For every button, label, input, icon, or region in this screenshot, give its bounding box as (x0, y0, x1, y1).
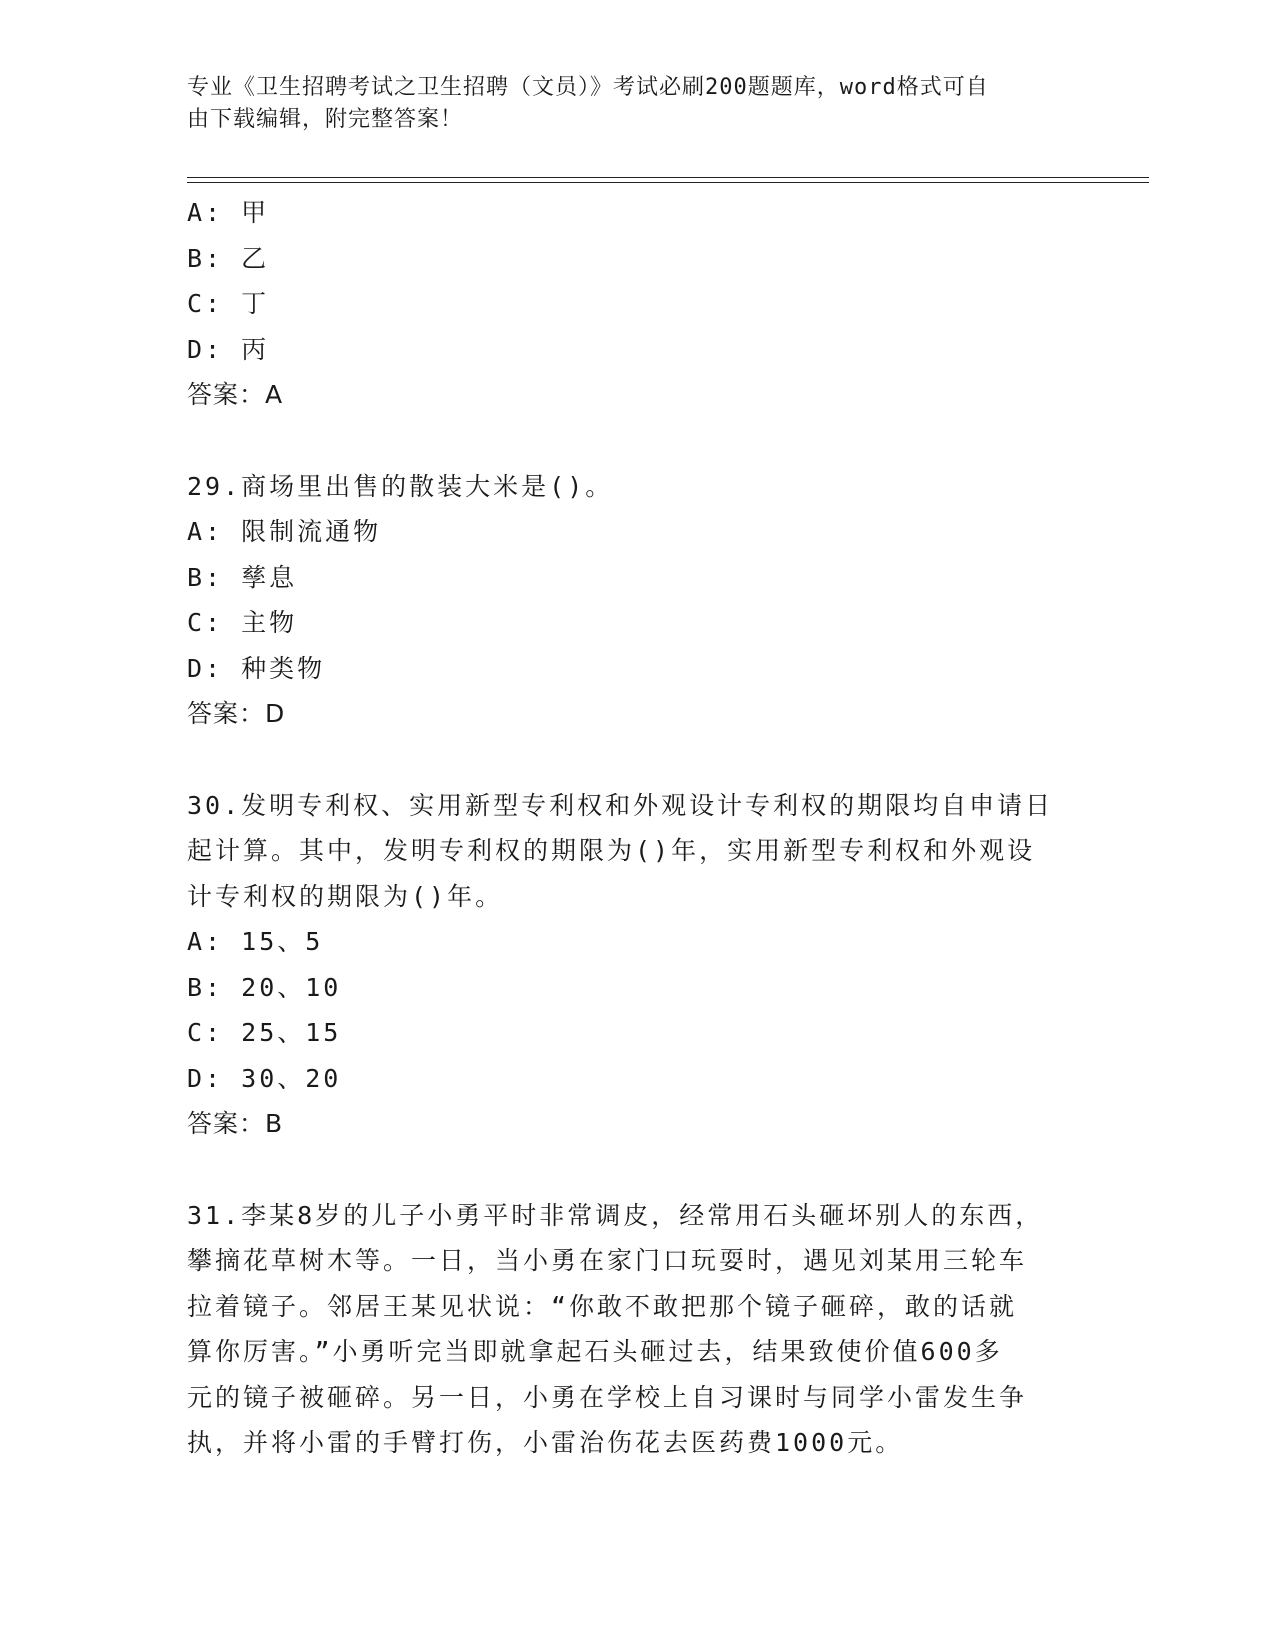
header-divider-bottom (187, 182, 1149, 183)
option-a: A: 15、5 (187, 927, 324, 956)
option-d: D: 丙 (187, 334, 270, 364)
question-text-line-5: 元的镜子被砸碎。另一日，小勇在学校上自习课时与同学小雷发生争 (187, 1382, 1028, 1412)
spacer (187, 737, 1087, 783)
question-text-line-2: 攀摘花草树木等。一日，当小勇在家门口玩耍时，遇见刘某用三轮车 (187, 1246, 1028, 1275)
question-text-line-6: 执，并将小雷的手臂打伤，小雷治伤花去医药费1000元。 (187, 1428, 904, 1457)
option-c: C: 主物 (187, 608, 298, 637)
question-text-line-3: 拉着镜子。邻居王某见状说：“你敢不敢把那个镜子砸碎，敢的话就 (187, 1291, 1018, 1321)
option-a: A: 限制流通物 (187, 517, 382, 546)
question-text-line-3: 计专利权的期限为()年。 (187, 881, 504, 911)
option-d: D: 30、20 (187, 1063, 342, 1093)
question-text-line-1: 30.发明专利权、实用新型专利权和外观设计专利权的期限均自申请日 (187, 790, 1054, 820)
header-divider-top (187, 177, 1149, 178)
answer-line: 答案：A (187, 380, 284, 409)
question-text-line-2: 起计算。其中，发明专利权的期限为()年，实用新型专利权和外观设 (187, 836, 1036, 865)
option-c: C: 25、15 (187, 1018, 342, 1047)
answer-line: 答案：D (187, 699, 286, 728)
question-list (187, 190, 1087, 1466)
document-header (187, 72, 1067, 136)
header-line-1: 专业《卫生招聘考试之卫生招聘（文员）》考试必刷200题题库，word格式可自 (187, 75, 989, 100)
answer-line: 答案：B (187, 1109, 284, 1138)
option-c: C: 丁 (187, 289, 270, 318)
question-text-line-4: 算你厉害。”小勇听完当即就拿起石头砸过去，结果致使价值600多 (187, 1337, 1003, 1366)
question-28-continued (187, 190, 1087, 418)
option-b: B: 20、10 (187, 972, 342, 1002)
question-30 (187, 783, 1087, 1147)
option-b: B: 乙 (187, 243, 270, 273)
question-text: 29.商场里出售的散装大米是()。 (187, 471, 614, 501)
question-31 (187, 1193, 1087, 1466)
spacer (187, 1147, 1087, 1193)
spacer (187, 418, 1087, 464)
question-text-line-1: 31.李某8岁的儿子小勇平时非常调皮，经常用石头砸坏别人的东西， (187, 1200, 1044, 1230)
option-b: B: 孳息 (187, 562, 298, 592)
question-29 (187, 464, 1087, 737)
header-line-2: 由下载编辑，附完整答案！ (187, 107, 464, 132)
option-d: D: 种类物 (187, 653, 326, 683)
option-a: A: 甲 (187, 198, 270, 227)
